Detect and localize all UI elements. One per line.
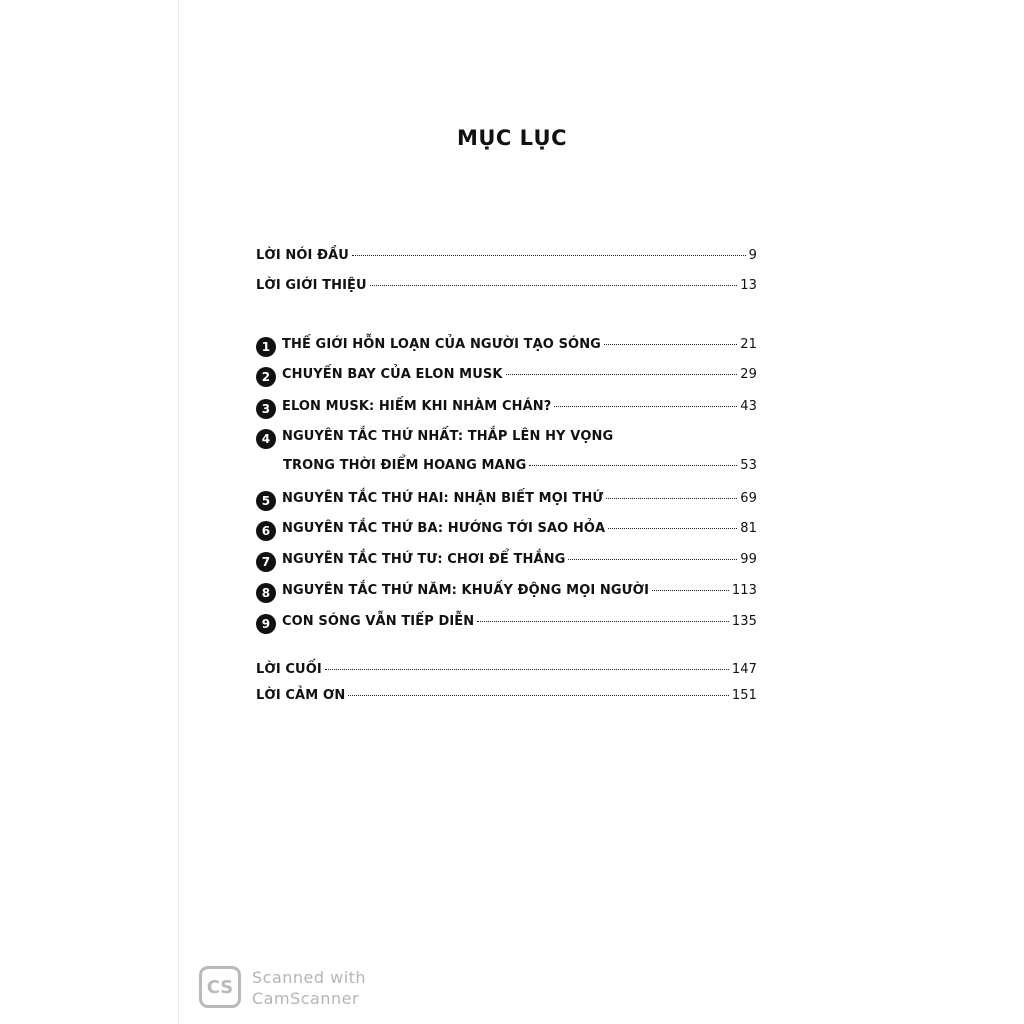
- toc-page: 53: [740, 458, 757, 473]
- toc-entry-chapter-1[interactable]: [256, 334, 757, 354]
- chapter-number-badge: 5: [256, 491, 276, 511]
- toc-label: CON SÓNG VẪN TIẾP DIỄN: [282, 614, 475, 629]
- chapter-number-badge: 7: [256, 552, 276, 572]
- toc-label: NGUYÊN TẮC THỨ BA: HƯỚNG TỚI SAO HỎA: [282, 521, 606, 536]
- chapter-number-badge: 8: [256, 583, 276, 603]
- toc-page: 81: [740, 521, 757, 536]
- dot-leader: [477, 621, 729, 622]
- toc-label: THẾ GIỚI HỖN LOẠN CỦA NGƯỜI TẠO SÓNG: [282, 337, 601, 352]
- toc-entry-loi-cam-on[interactable]: [256, 688, 757, 703]
- toc-label: NGUYÊN TẮC THỨ TƯ: CHƠI ĐỂ THẮNG: [282, 552, 566, 567]
- toc-entry-chapter-7[interactable]: [256, 549, 757, 569]
- dot-leader: [652, 590, 729, 591]
- toc-page: 113: [731, 583, 757, 598]
- camscanner-logo-icon: CS: [199, 966, 241, 1008]
- toc-page: 135: [731, 614, 757, 629]
- watermark-line-2: CamScanner: [252, 989, 360, 1008]
- page-edge: [178, 0, 179, 1024]
- toc-label: LỜI GIỚI THIỆU: [256, 278, 367, 293]
- toc-page: 9: [748, 248, 757, 263]
- dot-leader: [568, 559, 737, 560]
- toc-page: 99: [740, 552, 757, 567]
- toc-page: 147: [731, 662, 757, 677]
- toc-page: 43: [740, 399, 757, 414]
- dot-leader: [348, 695, 729, 696]
- chapter-number-badge: 9: [256, 614, 276, 634]
- toc-label: NGUYÊN TẮC THỨ NHẤT: THẮP LÊN HY VỌNG: [282, 429, 614, 444]
- toc-entry-chapter-3[interactable]: [256, 396, 757, 416]
- chapter-number-badge: 3: [256, 399, 276, 419]
- toc-page: 21: [740, 337, 757, 352]
- toc-label-continued: TRONG THỜI ĐIỂM HOANG MANG: [283, 458, 527, 473]
- dot-leader: [604, 344, 737, 345]
- toc-entry-chapter-8[interactable]: [256, 580, 757, 600]
- watermark-line-1: Scanned with: [252, 968, 367, 987]
- toc-entry-chapter-6[interactable]: [256, 518, 757, 538]
- dot-leader: [554, 406, 737, 407]
- dot-leader: [370, 285, 738, 286]
- toc-label: LỜI CẢM ƠN: [256, 688, 346, 703]
- toc-entry-chapter-4-continued[interactable]: [283, 458, 757, 473]
- toc-label: ELON MUSK: HIẾM KHI NHÀM CHÁN?: [282, 399, 552, 414]
- dot-leader: [352, 255, 746, 256]
- toc-label: CHUYẾN BAY CỦA ELON MUSK: [282, 367, 503, 382]
- toc-entry-chapter-4[interactable]: [256, 426, 757, 446]
- toc-entry-chapter-5[interactable]: [256, 488, 757, 508]
- dot-leader: [325, 669, 729, 670]
- toc-label: LỜI NÓI ĐẦU: [256, 248, 349, 263]
- chapter-number-badge: 6: [256, 521, 276, 541]
- toc-page: 13: [740, 278, 757, 293]
- toc-page: 29: [740, 367, 757, 382]
- camscanner-watermark: [252, 967, 366, 1009]
- toc-label: NGUYÊN TẮC THỨ HAI: NHẬN BIẾT MỌI THỨ: [282, 491, 604, 506]
- toc-label: NGUYÊN TẮC THỨ NĂM: KHUẤY ĐỘNG MỌI NGƯỜI: [282, 583, 650, 598]
- toc-entry-loi-noi-dau[interactable]: [256, 248, 757, 263]
- toc-entry-loi-cuoi[interactable]: [256, 662, 757, 677]
- dot-leader: [506, 374, 738, 375]
- dot-leader: [606, 498, 737, 499]
- toc-label: LỜI CUỐI: [256, 662, 322, 677]
- toc-page: 151: [731, 688, 757, 703]
- dot-leader: [529, 465, 737, 466]
- chapter-number-badge: 4: [256, 429, 276, 449]
- toc-entry-chapter-2[interactable]: [256, 364, 757, 384]
- toc-entry-loi-gioi-thieu[interactable]: [256, 278, 757, 293]
- chapter-number-badge: 2: [256, 367, 276, 387]
- dot-leader: [608, 528, 737, 529]
- page-title: MỤC LỤC: [456, 126, 568, 150]
- toc-page: 69: [740, 491, 757, 506]
- chapter-number-badge: 1: [256, 337, 276, 357]
- toc-entry-chapter-9[interactable]: [256, 611, 757, 631]
